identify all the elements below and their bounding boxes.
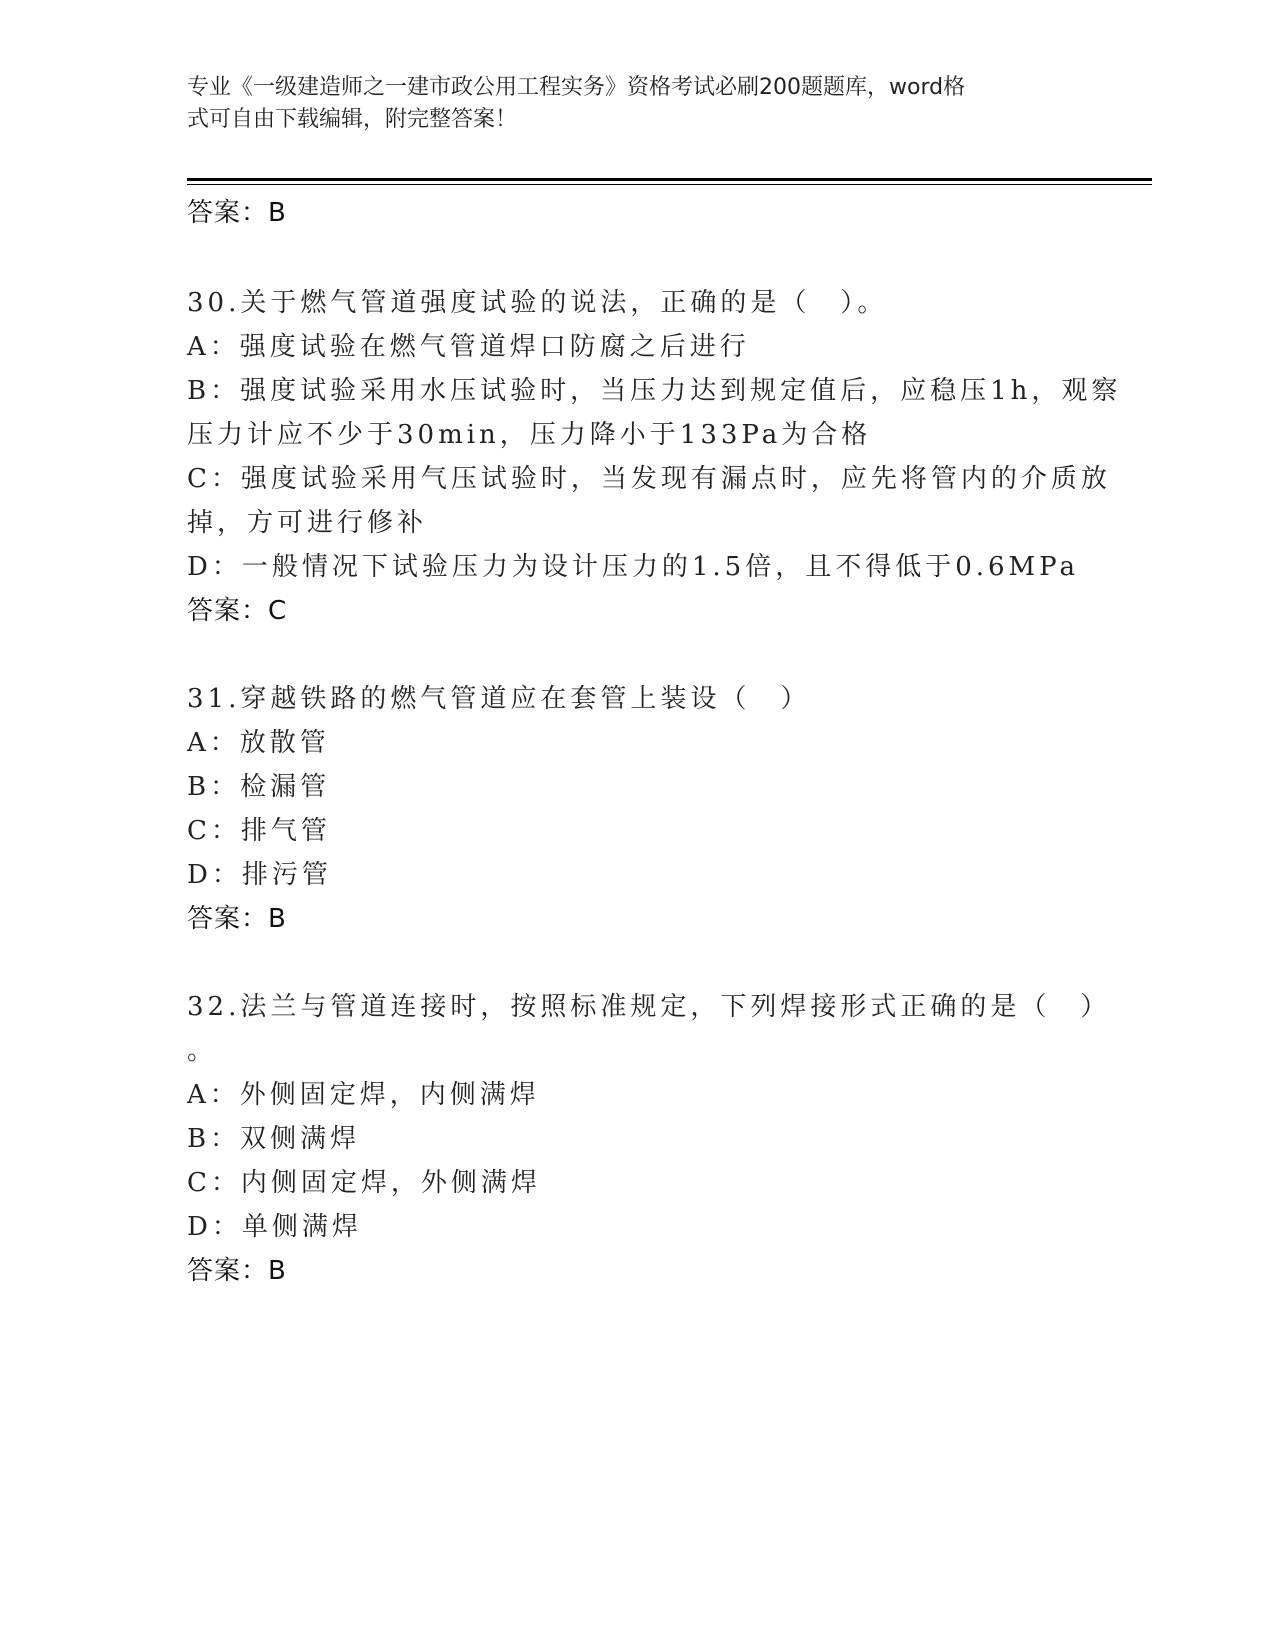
question-31-option-d: D：排污管 (187, 860, 332, 890)
question-31-stem: 31.穿越铁路的燃气管道应在套管上装设（ ） (187, 684, 811, 714)
question-30-answer: 答案：C (187, 596, 288, 626)
header-divider-thin (187, 184, 1152, 185)
question-32-answer: 答案：B (187, 1256, 287, 1286)
question-32-option-b: B：双侧满焊 (187, 1124, 361, 1154)
question-30-stem: 30.关于燃气管道强度试验的说法，正确的是（ ）。 (187, 288, 888, 318)
header-divider-thick (187, 178, 1152, 181)
header-line-2: 式可自由下载编辑，附完整答案！ (187, 107, 518, 132)
question-31-option-c: C：排气管 (187, 816, 331, 846)
question-32-option-c: C：内侧固定焊，外侧满焊 (187, 1168, 541, 1198)
question-30-option-d: D：一般情况下试验压力为设计压力的1.5倍，且不得低于0.6MPa (187, 552, 1079, 582)
question-30-option-a: A：强度试验在燃气管道焊口防腐之后进行 (187, 332, 750, 362)
question-32-stem-cont: 。 (187, 1036, 218, 1066)
question-32-stem: 32.法兰与管道连接时，按照标准规定，下列焊接形式正确的是（ ） (187, 992, 1111, 1022)
question-30-option-b-cont: 压力计应不少于30min，压力降小于133Pa为合格 (187, 420, 872, 450)
question-32-option-d: D：单侧满焊 (187, 1212, 362, 1242)
question-30-option-b: B：强度试验采用水压试验时，当压力达到规定值后，应稳压1h，观察 (187, 376, 1122, 406)
question-31-answer: 答案：B (187, 904, 287, 934)
question-31-option-a: A：放散管 (187, 728, 330, 758)
question-30-option-c-cont: 掉，方可进行修补 (187, 508, 428, 538)
question-31-option-b: B：检漏管 (187, 772, 331, 802)
header-line-1: 专业《一级建造师之一建市政公用工程实务》资格考试必刷200题题库，word格 (187, 75, 966, 100)
document-header (187, 72, 1067, 136)
question-32-option-a: A：外侧固定焊，内侧满焊 (187, 1080, 540, 1110)
previous-answer: 答案：B (187, 198, 287, 228)
question-30-option-c: C：强度试验采用气压试验时，当发现有漏点时，应先将管内的介质放 (187, 464, 1111, 494)
